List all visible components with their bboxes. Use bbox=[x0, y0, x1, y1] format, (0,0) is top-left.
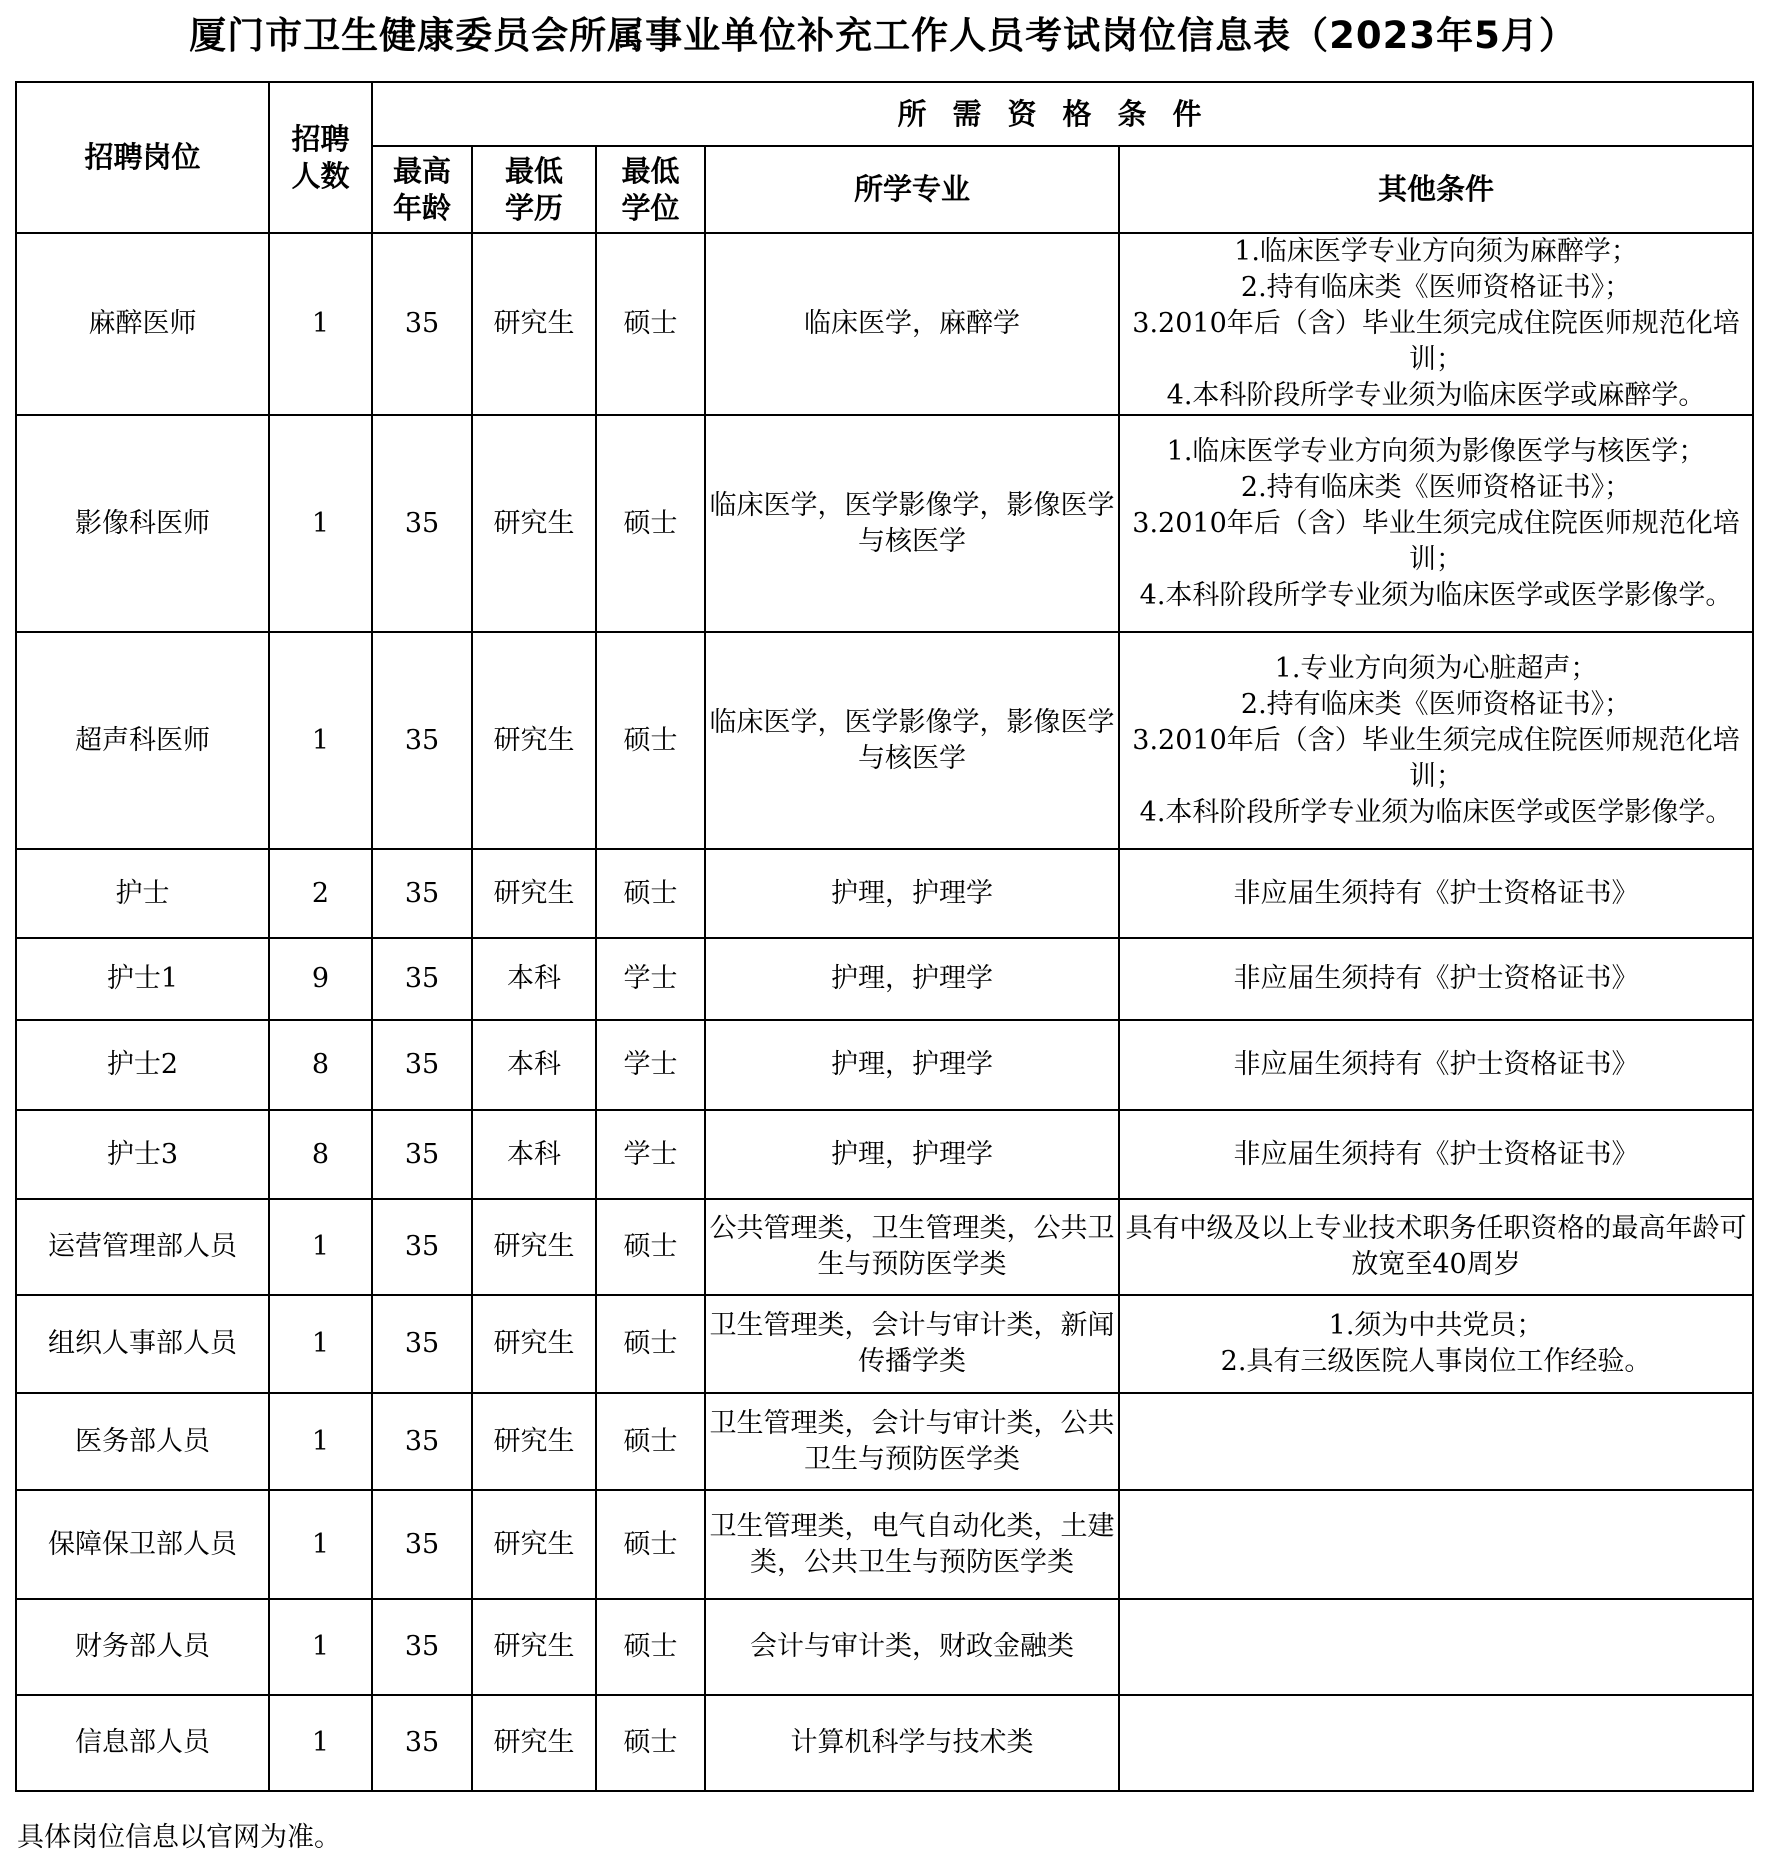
cell-degree: 硕士 bbox=[596, 1393, 705, 1490]
cell-max-age: 35 bbox=[372, 1599, 472, 1695]
condition-line: 4.本科阶段所学专业须为临床医学或医学影像学。 bbox=[1139, 579, 1733, 611]
cell-education: 本科 bbox=[472, 938, 596, 1020]
header-other: 其他条件 bbox=[1119, 146, 1753, 233]
cell-degree: 学士 bbox=[596, 1110, 705, 1199]
cell-education: 研究生 bbox=[472, 1199, 596, 1295]
cell-position: 组织人事部人员 bbox=[16, 1295, 269, 1393]
cell-count: 1 bbox=[269, 1295, 372, 1393]
cell-count: 8 bbox=[269, 1020, 372, 1110]
cell-education: 研究生 bbox=[472, 1599, 596, 1695]
cell-count: 8 bbox=[269, 1110, 372, 1199]
cell-position: 麻醉医师 bbox=[16, 233, 269, 415]
cell-other-conditions bbox=[1119, 1199, 1753, 1295]
cell-count: 9 bbox=[269, 938, 372, 1020]
cell-other-conditions bbox=[1119, 849, 1753, 938]
cell-max-age: 35 bbox=[372, 632, 472, 849]
table-row bbox=[16, 1199, 1753, 1295]
cell-max-age: 35 bbox=[372, 1393, 472, 1490]
cell-major: 临床医学，麻醉学 bbox=[705, 233, 1119, 415]
cell-max-age: 35 bbox=[372, 1199, 472, 1295]
cell-education: 研究生 bbox=[472, 632, 596, 849]
cell-education: 研究生 bbox=[472, 849, 596, 938]
condition-line: 3.2010年后（含）毕业生须完成住院医师规范化培训； bbox=[1132, 724, 1740, 792]
cell-major: 计算机科学与技术类 bbox=[705, 1695, 1119, 1791]
cell-other-conditions bbox=[1119, 1695, 1753, 1791]
condition-line: 非应届生须持有《护士资格证书》 bbox=[1233, 877, 1639, 909]
cell-major: 护理，护理学 bbox=[705, 938, 1119, 1020]
cell-other-conditions bbox=[1119, 415, 1753, 632]
cell-other-conditions bbox=[1119, 1110, 1753, 1199]
table-row bbox=[16, 233, 1753, 415]
cell-major: 卫生管理类，电气自动化类，土建类，公共卫生与预防医学类 bbox=[705, 1490, 1119, 1599]
cell-major: 护理，护理学 bbox=[705, 1110, 1119, 1199]
cell-major: 公共管理类，卫生管理类，公共卫生与预防医学类 bbox=[705, 1199, 1119, 1295]
cell-max-age: 35 bbox=[372, 1490, 472, 1599]
cell-major: 卫生管理类，会计与审计类，公共卫生与预防医学类 bbox=[705, 1393, 1119, 1490]
cell-major: 会计与审计类，财政金融类 bbox=[705, 1599, 1119, 1695]
table-row bbox=[16, 1490, 1753, 1599]
condition-line: 3.2010年后（含）毕业生须完成住院医师规范化培训； bbox=[1132, 308, 1740, 375]
cell-count: 1 bbox=[269, 1599, 372, 1695]
cell-degree: 硕士 bbox=[596, 849, 705, 938]
cell-major: 临床医学，医学影像学，影像医学与核医学 bbox=[705, 632, 1119, 849]
header-min-degree: 最低 学位 bbox=[596, 146, 705, 233]
cell-max-age: 35 bbox=[372, 1695, 472, 1791]
cell-count: 1 bbox=[269, 1199, 372, 1295]
table-row bbox=[16, 1020, 1753, 1110]
table-row bbox=[16, 1599, 1753, 1695]
header-position: 招聘岗位 bbox=[16, 82, 269, 233]
cell-degree: 硕士 bbox=[596, 1695, 705, 1791]
header-count: 招聘 人数 bbox=[269, 82, 372, 233]
table-row bbox=[16, 1110, 1753, 1199]
footnote: 具体岗位信息以官网为准。 bbox=[17, 1822, 341, 1853]
cell-degree: 硕士 bbox=[596, 632, 705, 849]
cell-max-age: 35 bbox=[372, 849, 472, 938]
condition-line: 1.专业方向须为心脏超声； bbox=[1274, 652, 1598, 684]
cell-position: 护士2 bbox=[16, 1020, 269, 1110]
condition-line: 2.持有临床类《医师资格证书》； bbox=[1240, 688, 1632, 720]
condition-line: 2.持有临床类《医师资格证书》； bbox=[1240, 272, 1632, 303]
cell-degree: 硕士 bbox=[596, 1599, 705, 1695]
cell-position: 护士1 bbox=[16, 938, 269, 1020]
cell-other-conditions bbox=[1119, 632, 1753, 849]
condition-line: 1.临床医学专业方向须为影像医学与核医学； bbox=[1166, 435, 1706, 467]
condition-line: 3.2010年后（含）毕业生须完成住院医师规范化培训； bbox=[1132, 507, 1740, 575]
condition-line: 2.持有临床类《医师资格证书》； bbox=[1240, 471, 1632, 503]
cell-count: 1 bbox=[269, 233, 372, 415]
table-row bbox=[16, 1295, 1753, 1393]
table-row bbox=[16, 632, 1753, 849]
cell-position: 护士3 bbox=[16, 1110, 269, 1199]
condition-line: 非应届生须持有《护士资格证书》 bbox=[1233, 963, 1639, 994]
table-row bbox=[16, 415, 1753, 632]
job-info-table bbox=[15, 81, 1754, 1792]
cell-other-conditions bbox=[1119, 1599, 1753, 1695]
cell-degree: 学士 bbox=[596, 1020, 705, 1110]
condition-line: 4.本科阶段所学专业须为临床医学或麻醉学。 bbox=[1166, 380, 1706, 411]
cell-position: 超声科医师 bbox=[16, 632, 269, 849]
cell-max-age: 35 bbox=[372, 233, 472, 415]
cell-education: 研究生 bbox=[472, 1490, 596, 1599]
cell-position: 医务部人员 bbox=[16, 1393, 269, 1490]
condition-line: 1.须为中共党员； bbox=[1328, 1310, 1544, 1341]
cell-count: 1 bbox=[269, 1695, 372, 1791]
cell-position: 保障保卫部人员 bbox=[16, 1490, 269, 1599]
table-row bbox=[16, 938, 1753, 1020]
table-row bbox=[16, 849, 1753, 938]
cell-other-conditions bbox=[1119, 1020, 1753, 1110]
cell-position: 信息部人员 bbox=[16, 1695, 269, 1791]
cell-degree: 硕士 bbox=[596, 233, 705, 415]
cell-count: 1 bbox=[269, 632, 372, 849]
cell-position: 影像科医师 bbox=[16, 415, 269, 632]
condition-line: 非应届生须持有《护士资格证书》 bbox=[1233, 1049, 1639, 1080]
table-row bbox=[16, 1695, 1753, 1791]
cell-other-conditions bbox=[1119, 1490, 1753, 1599]
cell-education: 研究生 bbox=[472, 415, 596, 632]
cell-education: 研究生 bbox=[472, 1393, 596, 1490]
cell-education: 本科 bbox=[472, 1020, 596, 1110]
cell-major: 卫生管理类，会计与审计类，新闻传播学类 bbox=[705, 1295, 1119, 1393]
cell-other-conditions bbox=[1119, 1393, 1753, 1490]
cell-count: 1 bbox=[269, 1490, 372, 1599]
condition-line: 2.具有三级医院人事岗位工作经验。 bbox=[1220, 1346, 1652, 1377]
cell-education: 本科 bbox=[472, 1110, 596, 1199]
cell-max-age: 35 bbox=[372, 415, 472, 632]
header-major: 所学专业 bbox=[705, 146, 1119, 233]
condition-line: 4.本科阶段所学专业须为临床医学或医学影像学。 bbox=[1139, 796, 1733, 828]
cell-education: 研究生 bbox=[472, 1695, 596, 1791]
cell-degree: 学士 bbox=[596, 938, 705, 1020]
condition-line: 具有中级及以上专业技术职务任职资格的最高年龄可放宽至40周岁 bbox=[1125, 1213, 1747, 1280]
header-min-education: 最低 学历 bbox=[472, 146, 596, 233]
cell-other-conditions bbox=[1119, 233, 1753, 415]
table-row bbox=[16, 1393, 1753, 1490]
table-body bbox=[16, 233, 1753, 1791]
cell-education: 研究生 bbox=[472, 1295, 596, 1393]
cell-max-age: 35 bbox=[372, 1110, 472, 1199]
page-title: 厦门市卫生健康委员会所属事业单位补充工作人员考试岗位信息表（2023年5月） bbox=[189, 14, 1577, 57]
cell-education: 研究生 bbox=[472, 233, 596, 415]
header-requirements-group: 所需资格条件 bbox=[372, 82, 1753, 146]
cell-major: 护理，护理学 bbox=[705, 849, 1119, 938]
cell-major: 临床医学，医学影像学，影像医学与核医学 bbox=[705, 415, 1119, 632]
cell-count: 1 bbox=[269, 415, 372, 632]
cell-position: 运营管理部人员 bbox=[16, 1199, 269, 1295]
cell-degree: 硕士 bbox=[596, 1490, 705, 1599]
cell-max-age: 35 bbox=[372, 1295, 472, 1393]
cell-position: 财务部人员 bbox=[16, 1599, 269, 1695]
condition-line: 非应届生须持有《护士资格证书》 bbox=[1233, 1138, 1639, 1170]
header-max-age: 最高 年龄 bbox=[372, 146, 472, 233]
cell-max-age: 35 bbox=[372, 938, 472, 1020]
cell-major: 护理，护理学 bbox=[705, 1020, 1119, 1110]
cell-degree: 硕士 bbox=[596, 1199, 705, 1295]
cell-max-age: 35 bbox=[372, 1020, 472, 1110]
cell-count: 1 bbox=[269, 1393, 372, 1490]
cell-other-conditions bbox=[1119, 1295, 1753, 1393]
cell-other-conditions bbox=[1119, 938, 1753, 1020]
cell-degree: 硕士 bbox=[596, 415, 705, 632]
cell-position: 护士 bbox=[16, 849, 269, 938]
cell-count: 2 bbox=[269, 849, 372, 938]
cell-degree: 硕士 bbox=[596, 1295, 705, 1393]
condition-line: 1.临床医学专业方向须为麻醉学； bbox=[1234, 236, 1638, 267]
